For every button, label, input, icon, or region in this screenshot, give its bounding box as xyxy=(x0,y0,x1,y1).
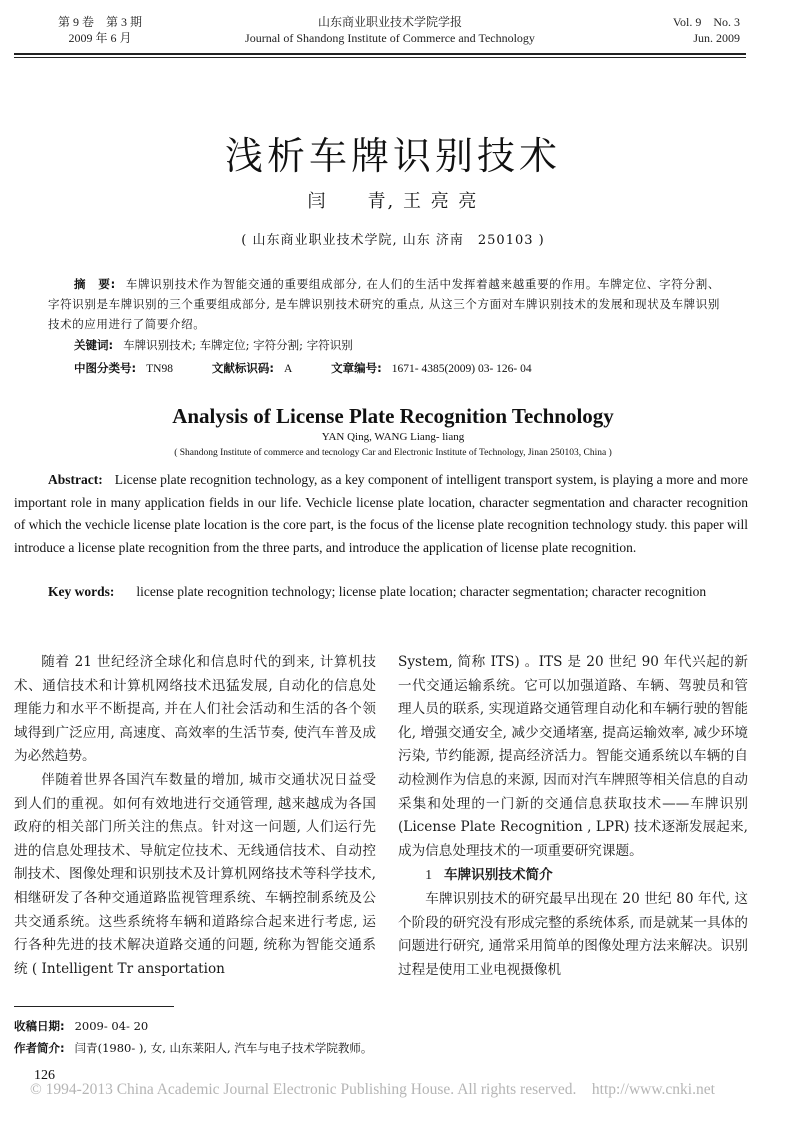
header-vol: Vol. 9 No. 3 xyxy=(672,15,740,29)
keywords-en-label: Key words: xyxy=(48,584,115,599)
keywords-cn xyxy=(74,336,734,354)
authors-en: YAN Qing, WANG Liang- liang xyxy=(321,431,465,443)
section-number: 1 xyxy=(425,867,432,883)
header-rule-thin xyxy=(14,57,746,58)
body-column-left xyxy=(14,651,376,981)
clc-number: 中图分类号: TN98 xyxy=(74,361,173,375)
keywords-cn-text: 车牌识别技术; 车牌定位; 字符分割; 字符识别 xyxy=(123,338,353,352)
body-paragraph: 随着 21 世纪经济全球化和信息时代的到来, 计算机技术、通信技术和计算机网络技术迅猛发展, 自动化的信息处理能力和水平不断提高, 并在人们社会活动和生活的各个领域得到广泛应用, 高速度、高效率的生活节奏, 使汽车普及成为必然趋势。 xyxy=(14,654,376,765)
header-vol-no xyxy=(610,14,740,46)
document-code: 文献标识码: A xyxy=(211,361,293,375)
affiliation-cn: ( 山东商业职业技术学院, 山东 济南 250103 ) xyxy=(241,233,545,248)
abstract-cn-label: 摘 要: xyxy=(74,277,116,291)
keywords-en xyxy=(14,581,748,604)
abstract-en-label: Abstract: xyxy=(48,472,103,487)
affiliation-en: ( Shandong Institute of commerce and tecnology Car and Electronic Institute of Technology, Jinan 250103, China ) xyxy=(174,448,612,458)
header-volume: 第 9 卷 第 3 期 xyxy=(57,15,142,29)
body-paragraph-continued: System, 简称 ITS) 。ITS 是 20 世纪 90 年代兴起的新一代交通运输系统。它可以加强道路、车辆、驾驶员和管理人员的联系, 实现道路交通管理自动化和车辆行驶的智能化, 增强交通安全, 减少交通堵塞, 提高运输效率, 减少环境污染, 节约能源, 提高经济活力。智能交通系统以车辆的自动检测作为信息的来源, 因而对汽车牌照等相关信息的自动采集和处理的一门新的交通信息获取技术——车牌识别 (License Plate Recognition , LPR) 技术逐渐发展起来, 成为信息处理技术的一项重要研究课题。 xyxy=(398,654,748,859)
footnote-received-date: 收稿日期: 2009- 04- 20 xyxy=(14,1019,149,1033)
abstract-cn-text: 车牌识别技术作为智能交通的重要组成部分, 在人们的生活中发挥着越来越重要的作用。车牌定位、字符分割、字符识别是车牌识别的三个重要组成部分, 是车牌识别技术研究的重点, 从这三个方面对车牌识别技术的发展和现状及车牌识别技术的应用进行了简要介绍。 xyxy=(48,277,721,331)
copyright-notice: © 1994-2013 China Academic Journal Electronic Publishing House. All rights reserved. http://www.cnki.net xyxy=(30,1081,715,1098)
paper-title-en: Analysis of License Plate Recognition Technology xyxy=(172,404,614,428)
page-number: 126 xyxy=(34,1068,55,1083)
authors-cn: 闫 青, 王 亮 亮 xyxy=(307,191,479,212)
header-volume-issue xyxy=(40,14,160,46)
header-month: Jun. 2009 xyxy=(693,31,740,45)
header-journal xyxy=(200,14,580,46)
classification-row xyxy=(74,359,734,378)
abstract-cn xyxy=(48,274,720,334)
body-column-right xyxy=(398,651,748,982)
footnote-author-bio: 作者简介: 闫青(1980- ), 女, 山东莱阳人, 汽车与电子技术学院教师。 xyxy=(14,1041,373,1055)
body-paragraph: 伴随着世界各国汽车数量的增加, 城市交通状况日益受到人们的重视。如何有效地进行交通管理, 越来越成为各国政府的相关部门所关注的焦点。针对这一问题, 人们运行先进的信息处理技术、导航定位技术、无线通信技术、自动控制技术、图像处理和识别技术及计算机网络技术等科学技术, 相继研发了各种交通道路监视管理系统、车辆控制系统及公共交通系统。这些系统将车辆和道路综合起来进行考虑, 运行各种先进的技术解决道路交通的问题, 统称为智能交通系统 ( Intelligent Tr ansportation xyxy=(14,771,376,977)
body-paragraph: 车牌识别技术的研究最早出现在 20 世纪 80 年代, 这个阶段的研究没有形成完整的系统体系, 而是就某一具体的问题进行研究, 通常采用简单的图像处理方法来解决。识别过程是使用工业电视摄像机 xyxy=(398,890,748,978)
header-journal-en: Journal of Shandong Institute of Commerce and Technology xyxy=(245,31,535,45)
header-date: 2009 年 6 月 xyxy=(68,31,132,45)
footnote-rule xyxy=(14,1006,174,1007)
section-heading xyxy=(398,863,748,888)
keywords-en-text: license plate recognition technology; license plate location; character segmentation; character recognition xyxy=(136,584,707,599)
abstract-en xyxy=(14,469,748,559)
article-id: 文章编号: 1671- 4385(2009) 03- 126- 04 xyxy=(331,361,532,375)
header-rule-thick xyxy=(14,53,746,55)
paper-title-cn: 浅析车牌识别技术 xyxy=(224,134,561,178)
abstract-en-text: License plate recognition technology, as a key component of intelligent transport system, is playing a more and more important role in many application fields in our life. Vechicle license plate location, character segmentation and character recognition of which the vechicle license plate location is the core part, is the focus of the license plate recognition technology study. this paper will introduce a license plate recognition from the three parts, and introduce the application of license plate recognition. xyxy=(14,472,748,555)
keywords-cn-label: 关键词: xyxy=(74,338,114,352)
header-journal-cn: 山东商业职业技术学院学报 xyxy=(317,15,462,29)
section-title: 车牌识别技术简介 xyxy=(443,867,553,884)
